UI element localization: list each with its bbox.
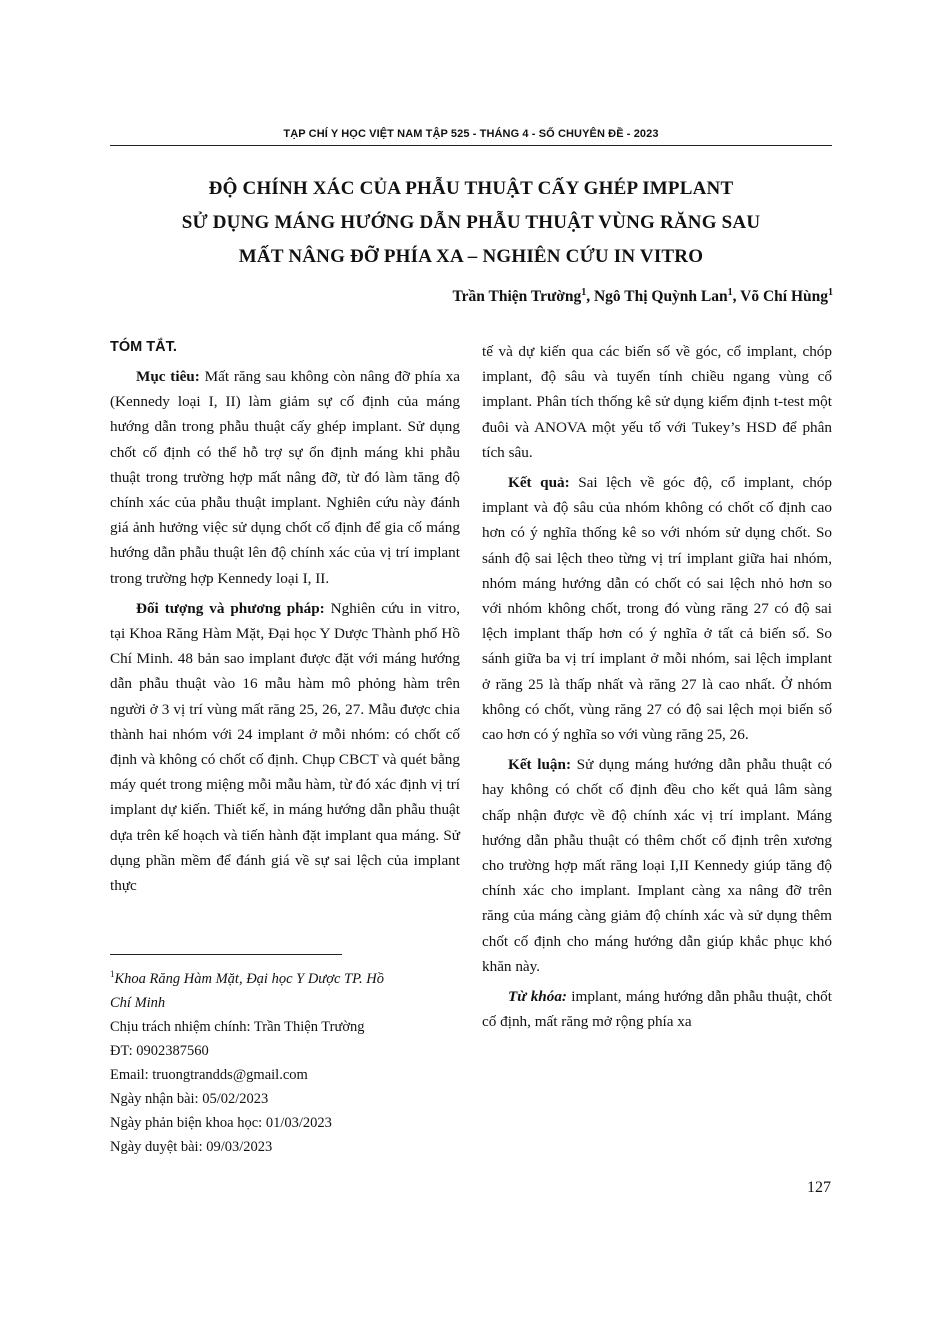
objective-paragraph — [110, 364, 460, 591]
methods-text: Nghiên cứu in vitro, tại Khoa Răng Hàm Mặt, Đại học Y Dược Thành phố Hồ Chí Minh. 48 bản sao implant được đặt với máng hướng dẫn phẫu thuật vào 16 mẫu hàm mô phỏng hàm trên người ở 3 vị trí vùng mất răng 25, 26, 27. Mẫu được chia thành hai nhóm với 24 implant ở mỗi nhóm: có chốt cố định và không có chốt cố định. Chụp CBCT và quét bằng máy quét trong miệng mỗi mẫu hàm, từ đó xác định vị trí implant dự kiến. Thiết kế, in máng hướng dẫn phẫu thuật dựa trên kế hoạch và tiến hành đặt implant qua máng. Sử dụng phần mềm để đánh giá về sự sai lệch của implant thực — [110, 599, 460, 895]
author-list — [452, 287, 833, 306]
running-header: TẠP CHÍ Y HỌC VIỆT NAM TẬP 525 - THÁNG 4 - SỐ CHUYÊN ĐỀ - 2023 — [283, 128, 659, 140]
affiliation-text: Khoa Răng Hàm Mặt, Đại học Y Dược TP. Hồ — [114, 970, 385, 987]
reviewed-date: Ngày phản biện khoa học: 01/03/2023 — [110, 1114, 332, 1131]
results-label: Kết quả: — [508, 474, 570, 492]
title-line-2: SỬ DỤNG MÁNG HƯỚNG DẪN PHẪU THUẬT VÙNG RĂNG SAU — [181, 212, 761, 233]
keywords-text: implant, máng hướng dẫn phẫu thuật, chốt cố định, mất răng mở rộng phía xa — [482, 988, 832, 1031]
affiliation-footnote — [110, 962, 460, 991]
results-paragraph — [482, 470, 832, 747]
article-title — [110, 172, 832, 274]
methods-label: Đối tượng và phương pháp: — [136, 599, 325, 617]
methods-paragraph — [110, 596, 460, 898]
right-column — [482, 339, 832, 1039]
conclusion-text: Sử dụng máng hướng dẫn phẫu thuật có hay không có chốt cố định đều cho kết quả lâm sàng chấp nhận được về độ chính xác vị trí implant. Máng hướng dẫn phẫu thuật có thêm chốt cố định trên xương cho trường hợp mất răng loại I,II Kennedy giúp tăng độ chính xác cho implant. Implant càng xa nâng đỡ trên răng của máng càng giảm độ chính xác và sử dụng thêm chốt cố định cho máng hướng dẫn giúp khắc phục khó khăn này. — [482, 756, 832, 975]
objective-label: Mục tiêu: — [136, 368, 200, 385]
affiliation-footnote-cont: Chí Minh — [110, 994, 166, 1011]
results-text: Sai lệch về góc độ, cổ implant, chóp implant và độ sâu của nhóm không có chốt cố định cao hơn có ý nghĩa thống kê so với nhóm sử dụng chốt. So sánh độ sai lệch theo từng vị trí implant giữa hai nhóm, nhóm máng hướng dẫn có chốt có sai lệch nhỏ hơn so với nhóm không chốt, trong đó vùng răng 27 có độ sai lệch implant thấp hơn có ý nghĩa ở tất cả biến số. So sánh giữa ba vị trí implant ở mỗi nhóm, sai lệch implant ở răng 25 là thấp nhất và răng 27 là cao nhất. Ở nhóm không có chốt, vùng răng 27 có độ sai lệch mọi biến số cao hơn có ý nghĩa so với vùng răng 25, 26. — [482, 474, 832, 744]
objective-text: Mất răng sau không còn nâng đỡ phía xa (Kennedy loại I, II) làm giảm sự cố định của máng hướng dẫn trong phẫu thuật cấy ghép implant. Sử dụng chốt cố định có thể hỗ trợ sự ổn định máng khi phẫu thuật trong trường hợp mất nâng đỡ, từ đó làm tăng độ chính xác của phẫu thuật implant. Nghiên cứu này đánh giá ảnh hưởng việc sử dụng chốt cố định để gia cố máng hướng dẫn phẫu thuật lên độ chính xác của vị trí implant trong trường hợp Kennedy loại I, II. — [110, 368, 460, 587]
author-affiliation-mark: 1 — [581, 287, 587, 298]
author-affiliation-mark: 1 — [828, 287, 833, 298]
header-rule — [110, 145, 832, 146]
keywords-paragraph — [482, 984, 832, 1034]
author-name: Võ Chí Hùng — [740, 288, 828, 306]
conclusion-paragraph — [482, 752, 832, 979]
accepted-date: Ngày duyệt bài: 09/03/2023 — [110, 1138, 273, 1155]
author-affiliation-mark: 1 — [727, 287, 733, 298]
left-column — [110, 334, 460, 903]
author-separator: , — [586, 288, 594, 306]
affiliation-mark: 1 — [110, 969, 115, 979]
author-name: Ngô Thị Quỳnh Lan — [593, 288, 728, 306]
corresponding-author: Chịu trách nhiệm chính: Trần Thiện Trường — [110, 1018, 365, 1035]
footnote-rule — [110, 954, 342, 955]
abstract-heading: TÓM TẮT. — [110, 339, 177, 355]
phone-number: ĐT: 0902387560 — [110, 1042, 209, 1059]
email-address: Email: truongtrandds@gmail.com — [110, 1066, 308, 1083]
page-number: 127 — [807, 1179, 831, 1196]
author-separator: , — [732, 288, 741, 306]
received-date: Ngày nhận bài: 05/02/2023 — [110, 1090, 269, 1107]
title-line-1: ĐỘ CHÍNH XÁC CỦA PHẪU THUẬT CẤY GHÉP IMPLANT — [208, 178, 734, 199]
methods-paragraph-cont: tế và dự kiến qua các biến số về góc, cổ implant, chóp implant, độ sâu và tuyến tính chiều ngang vùng cổ implant. Phân tích thống kê sử dụng kiểm định t-test một đuôi và ANOVA một yếu tố với Tukey’s HSD để phân tích sâu. — [482, 343, 832, 461]
author-name: Trần Thiện Trường — [452, 288, 582, 306]
conclusion-label: Kết luận: — [508, 756, 571, 774]
title-line-3: MẤT NÂNG ĐỠ PHÍA XA – NGHIÊN CỨU IN VITRO — [238, 246, 704, 267]
keywords-label: Từ khóa: — [508, 988, 567, 1006]
footnotes — [110, 962, 460, 1159]
